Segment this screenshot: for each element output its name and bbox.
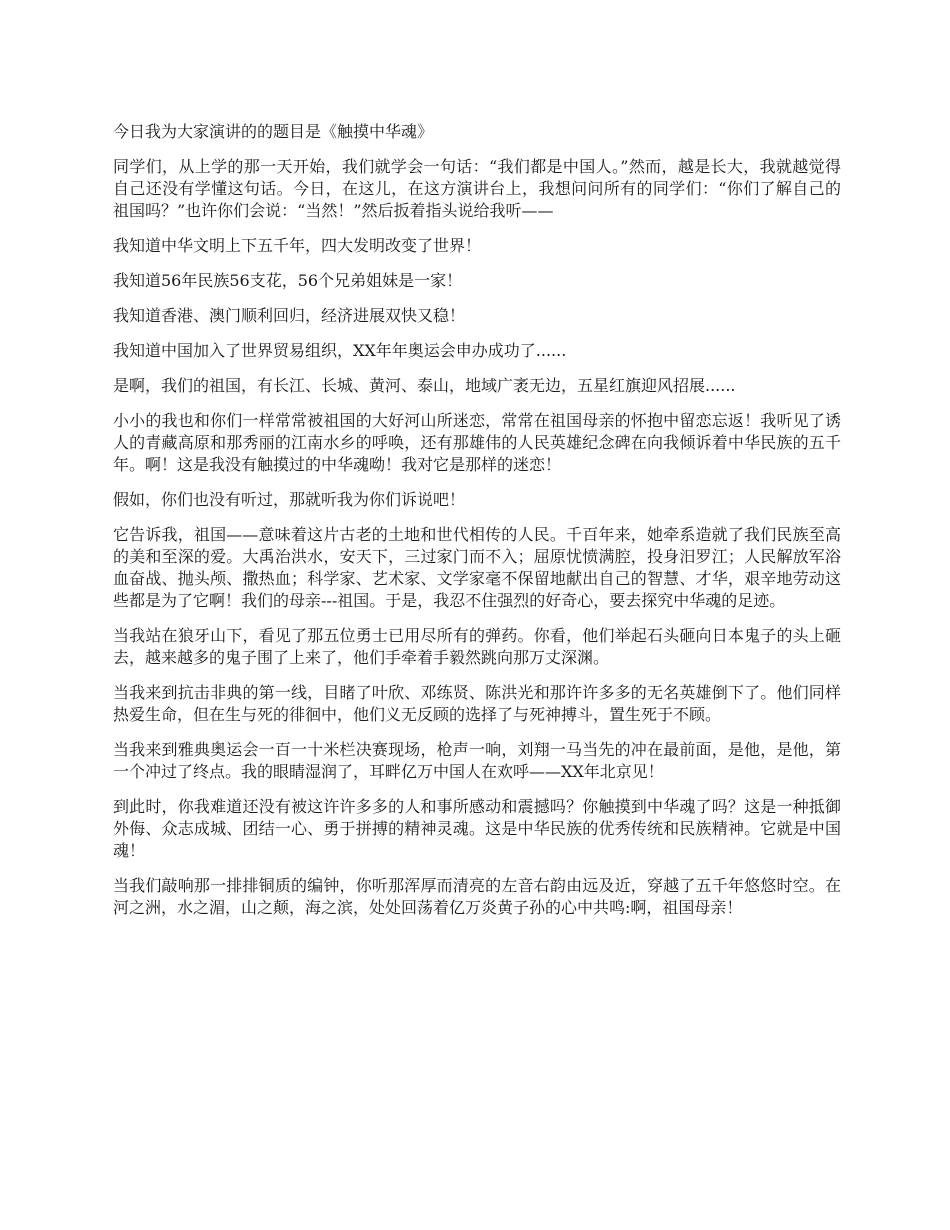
speech-title: 今日我为大家演讲的的题目是《触摸中华魂》	[113, 122, 434, 141]
paragraph-6: 是啊，我们的祖国，有长江、长城、黄河、泰山，地域广袤无边，五星红旗迎风招展......	[113, 376, 736, 395]
paragraph-3: 我知道56年民族56支花，56个兄弟姐妹是一家！	[113, 271, 463, 290]
paragraph-2: 我知道中华文明上下五千年，四大发明改变了世界！	[113, 236, 482, 255]
paragraph-1: 同学们，从上学的那一天开始，我们就学会一句话：“我们都是中国人。”然而，越是长大，我就越觉得自己还没有学懂这句话。今日，在这儿，在这方演讲台上，我想问问所有的同学们：“你们了解自己的祖国吗？”也许你们会说：“当然！”然后扳着指头说给我听——	[113, 157, 841, 220]
paragraph-11: 当我来到抗击非典的第一线，目睹了叶欣、邓练贤、陈洪光和那许许多多的无名英雄倒下了。他们同样热爱生命，但在生与死的徘徊中，他们义无反顾的选择了与死神搏斗，置生死于不顾。	[113, 683, 841, 724]
paragraph-9: 它告诉我，祖国——意味着这片古老的土地和世代相传的人民。千百年来，她牵系造就了我们民族至高的美和至深的爱。大禹治洪水，安天下，三过家门而不入；屈原忧愤满腔，投身汨罗江；人民解放军浴血奋战、抛头颅、撒热血；科学家、艺术家、文学家毫不保留地献出自己的智慧、才华，艰辛地劳动这些都是为了它啊！我们的母亲---祖国。于是，我忍不住强烈的好奇心，要去探究中华魂的足迹。	[113, 525, 841, 610]
paragraph-12: 当我来到雅典奥运会一百一十米栏决赛现场，枪声一响，刘翔一马当先的冲在最前面，是他，是他，第一个冲过了终点。我的眼睛湿润了，耳畔亿万中国人在欢呼——XX年北京见！	[113, 740, 841, 781]
paragraph-4: 我知道香港、澳门顺利回归，经济进展双快又稳！	[113, 306, 466, 325]
document-body	[113, 121, 841, 932]
paragraph-10: 当我站在狼牙山下，看见了那五位勇士已用尽所有的弹药。你看，他们举起石头砸向日本鬼子的头上砸去，越来越多的鬼子围了上来了，他们手牵着手毅然跳向那万丈深渊。	[113, 626, 841, 667]
paragraph-14: 当我们敲响那一排排铜质的编钟，你听那浑厚而清亮的左音右韵由远及近，穿越了五千年悠悠时空。在河之洲，水之湄，山之颠，海之滨，处处回荡着亿万炎黄子孙的心中共鸣:啊，祖国母亲！	[113, 876, 841, 917]
paragraph-8: 假如，你们也没有听过，那就听我为你们诉说吧！	[113, 490, 466, 509]
paragraph-7: 小小的我也和你们一样常常被祖国的大好河山所迷恋，常常在祖国母亲的怀抱中留恋忘返！我听见了诱人的青藏高原和那秀丽的江南水乡的呼唤，还有那雄伟的人民英雄纪念碑在向我倾诉着中华民族的五千年。啊！这是我没有触摸过的中华魂呦！我对它是那样的迷恋！	[113, 411, 841, 474]
paragraph-5: 我知道中国加入了世界贸易组织，XX年年奥运会申办成功了......	[113, 341, 567, 360]
paragraph-13: 到此时，你我难道还没有被这许许多多的人和事所感动和震撼吗？你触摸到中华魂了吗？这是一种抵御外侮、众志成城、团结一心、勇于拼搏的精神灵魂。这是中华民族的优秀传统和民族精神。它就是中国魂！	[113, 797, 841, 860]
